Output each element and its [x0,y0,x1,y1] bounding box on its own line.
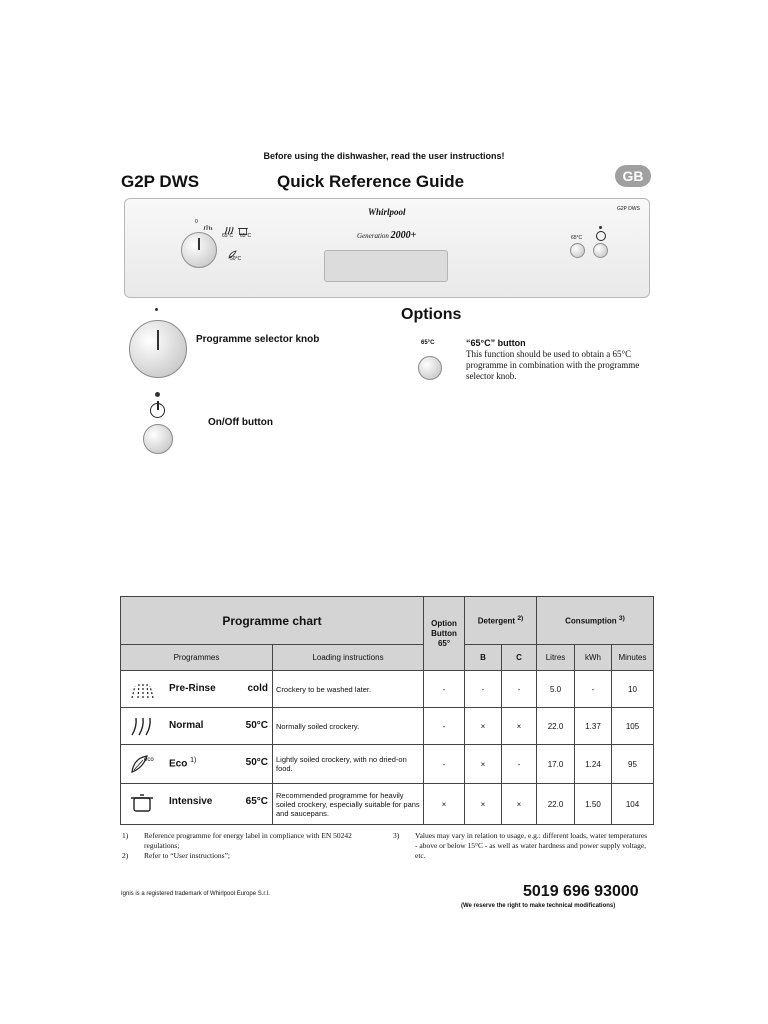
programme-temp: 50°C [245,757,268,768]
part-number: 5019 696 93000 [523,883,639,900]
detergent-b-cell: × [465,708,502,745]
panel-65c-button[interactable] [570,243,585,258]
detergent-c-cell: - [502,671,537,708]
programme-temp: cold [247,683,268,694]
option-cell: - [424,708,465,745]
loading-cell: Normally soiled crockery. [273,708,424,745]
minutes-cell: 95 [612,745,654,784]
programme-selector-label: Programme selector knob [196,334,320,345]
footnote-2: 2) Refer to “User instructions”; [122,851,231,860]
intensive-icon [129,791,155,813]
programme-cell [121,671,273,708]
kwh-cell: 1.37 [575,708,612,745]
options-title: Options [401,306,462,323]
loading-cell: Lightly soiled crockery, with no dried-on food. [273,745,424,784]
header-detergent: Detergent $^{2)}$ [465,597,537,645]
detergent-b-cell: - [465,671,502,708]
footnote-1: 1) Reference programme for energy label in compliance with EN 50242 regulations; [122,831,352,850]
panel-programme-knob[interactable] [181,232,217,268]
panel-temp-65b: 65°C [240,233,252,239]
header-kwh: kWh [575,645,612,671]
detergent-c-cell: - [502,745,537,784]
minutes-cell: 10 [612,671,654,708]
pre-rinse-icon [129,678,155,700]
panel-temp-65: 65°C [222,233,234,239]
onoff-label: On/Off button [208,417,273,428]
litres-cell: 5.0 [537,671,575,708]
programme-temp: 50°C [245,720,268,731]
programme-chart [120,596,654,825]
kwh-cell: 1.24 [575,745,612,784]
option-description: This function should be used to obtain a 65°C programme in combination with the programme selector knob. [466,349,640,381]
header-litres: Litres [537,645,575,671]
footnote-3: 3) Values may vary in relation to usage, e.g.: different loads, water temperatures - above or below 15°C - as well as water hardness and power supply voltage, etc. [393,831,648,860]
option-cell: - [424,671,465,708]
header-minutes: Minutes [612,645,654,671]
panel-model-code: G2P DWS [617,206,640,212]
minutes-cell: 105 [612,708,654,745]
panel-knob-zero: 0 [195,219,198,225]
option-cell: - [424,745,465,784]
programme-name: Eco $^{1)}$ [169,757,197,770]
onoff-button[interactable] [143,424,173,454]
programme-name: Normal [169,720,204,731]
kwh-cell: - [575,671,612,708]
panel-brand-logo: Whirlpool [368,207,406,217]
intro-text: Before using the dishwasher, read the user instructions! [263,151,505,161]
litres-cell: 22.0 [537,784,575,825]
header-loading: Loading instructions [273,645,424,671]
table-row [121,784,654,825]
page-title: Quick Reference Guide [277,172,465,191]
language-badge: GB [615,165,651,187]
knob-marker-dot [155,308,158,311]
table-row [121,745,654,784]
kwh-cell: 1.50 [575,784,612,825]
panel-display [324,250,448,282]
table-row [121,708,654,745]
eco-icon [129,752,155,774]
loading-cell: Recommended programme for heavily soiled crockery, especially suitable for pans and saucepans. [273,784,424,825]
litres-cell: 17.0 [537,745,575,784]
option-cell: × [424,784,465,825]
header-b: B [465,645,502,671]
programme-cell [121,784,273,825]
programme-cell [121,708,273,745]
loading-cell: Crockery to be washed later. [273,671,424,708]
panel-power-icon [596,231,606,241]
onoff-led-dot [155,392,160,397]
panel-onoff-button[interactable] [593,243,608,258]
header-programmes: Programmes [121,645,273,671]
modification-notice: (We reserve the right to make technical modifications) [461,903,616,909]
programme-cell [121,745,273,784]
chart-title: Programme chart [121,597,424,645]
header-c: C [502,645,537,671]
trademark-notice: Ignis is a registered trademark of Whirlpool Europe S.r.l. [121,891,270,897]
panel-option-label: 65°C [571,235,583,241]
model-name: G2P DWS [121,172,200,191]
option-description-block [466,338,646,382]
programme-name: Pre-Rinse [169,683,216,694]
detergent-b-cell: × [465,784,502,825]
panel-power-led [599,226,602,229]
detergent-c-cell: × [502,708,537,745]
normal-icon [129,715,155,737]
power-icon [150,403,165,418]
litres-cell: 22.0 [537,708,575,745]
header-consumption: Consumption $^{3)}$ [537,597,654,645]
programme-selector-knob[interactable] [129,320,187,378]
panel-temp-50: 50°C [230,256,242,262]
option-65c-button[interactable] [418,356,442,380]
panel-series-logo: Generation 2000+ [357,230,417,241]
minutes-cell: 104 [612,784,654,825]
table-row [121,671,654,708]
footnotes-right [393,831,651,861]
option-heading: “65°C” button [466,338,526,348]
programme-temp: 65°C [245,796,268,807]
header-option: Option Button 65° [424,597,465,671]
programme-name: Intensive [169,796,213,807]
option-button-label: 65°C [421,340,435,346]
detergent-b-cell: × [465,745,502,784]
svg-text:eco: eco [144,757,154,763]
footnotes-left [122,831,384,861]
detergent-c-cell: × [502,784,537,825]
